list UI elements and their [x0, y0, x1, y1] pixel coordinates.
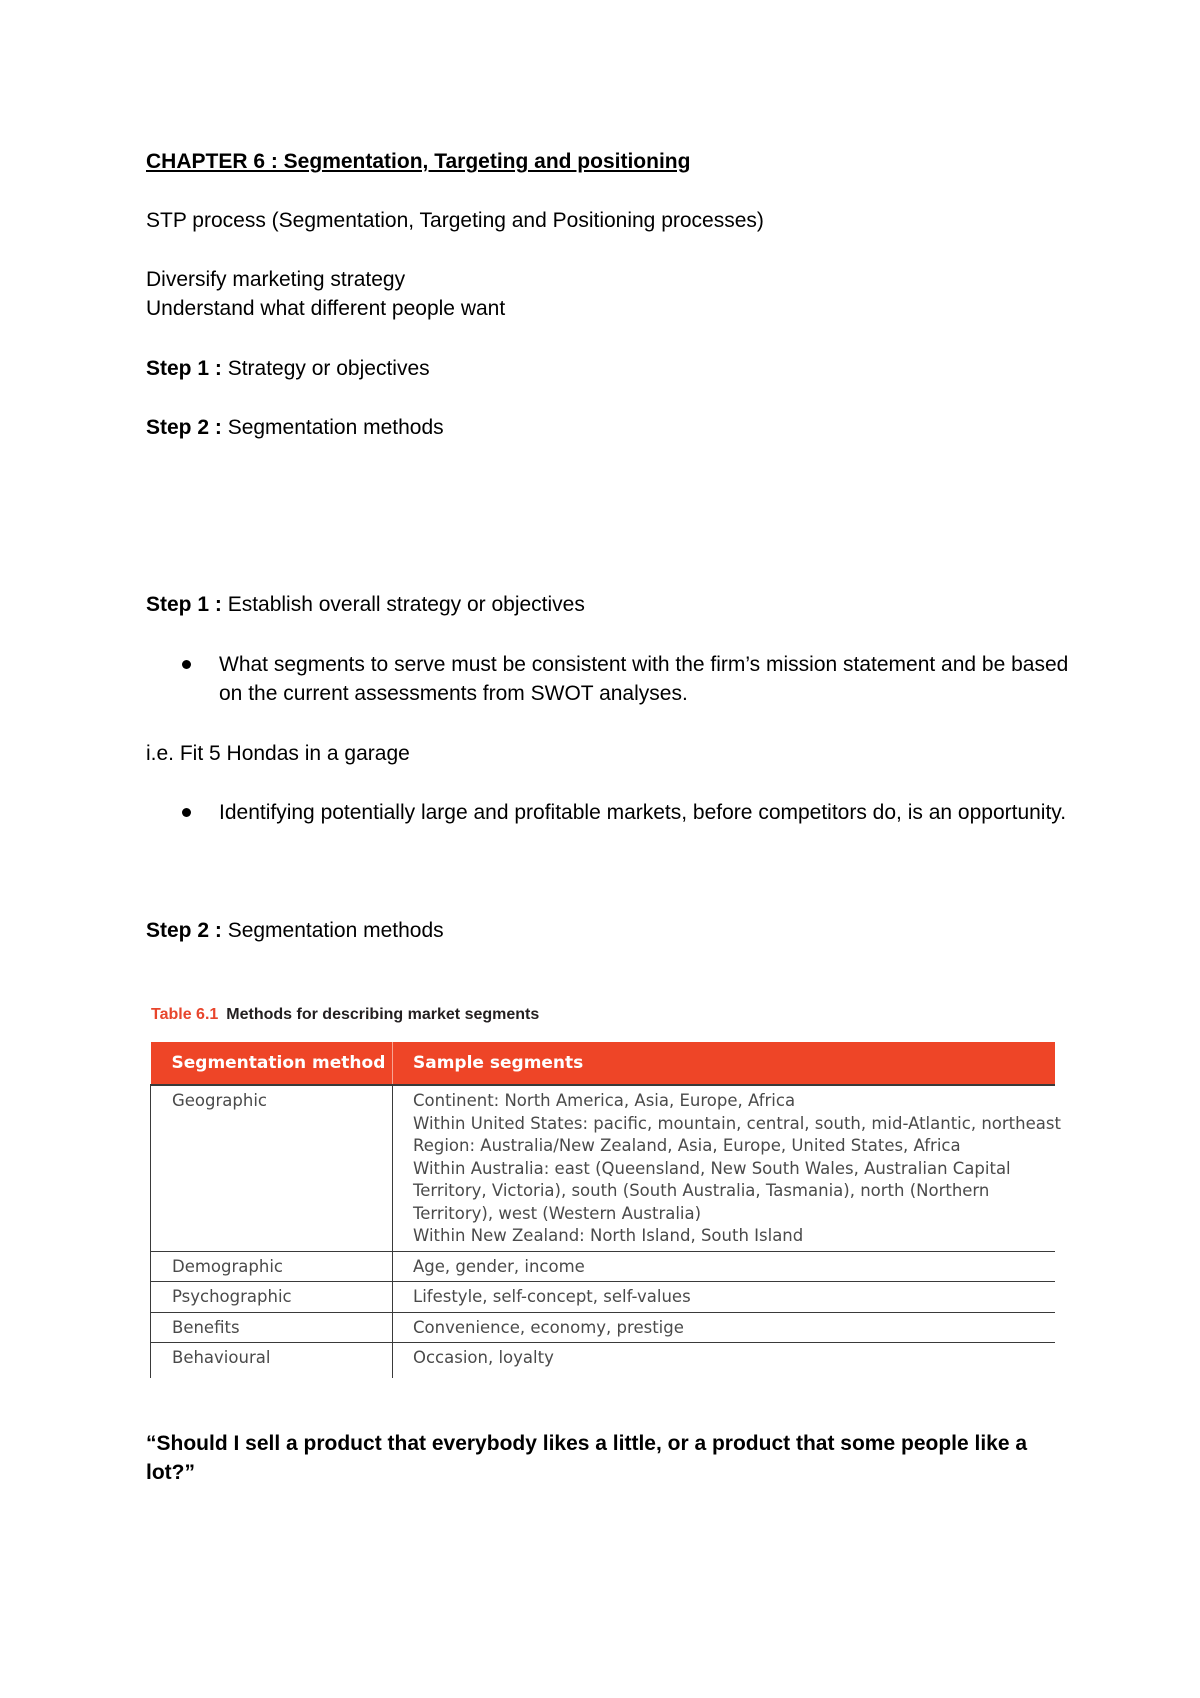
- step-text: Establish overall strategy or objectives: [221, 593, 585, 616]
- overview-step-2: [146, 413, 444, 442]
- column-header-samples: Sample segments: [393, 1042, 1055, 1085]
- table-caption-title: Methods for describing market segments: [226, 1006, 540, 1023]
- sample-line: Within United States: pacific, mountain, central, south, mid-Atlantic, northeast: [413, 1113, 1061, 1133]
- intro-line-2: Understand what different people want: [146, 297, 506, 320]
- table-row: [151, 1343, 1055, 1379]
- sample-line: Territory, Victoria), south (South Australia, Tasmania), north (Northern: [413, 1181, 990, 1200]
- page-title: CHAPTER 6 : Segmentation, Targeting and positioning: [146, 150, 691, 173]
- segmentation-table: [150, 1042, 1061, 1378]
- step-1-bullet-2: Identifying potentially large and profitable markets, before competitors do, is an opportunity.: [219, 801, 1067, 824]
- closing-quote: “Should I sell a product that everybody likes a little, or a product that some people like a lot?”: [146, 1432, 1028, 1484]
- sample-line: Within Australia: east (Queensland, New South Wales, Australian Capital: [413, 1158, 1011, 1178]
- samples-cell: Convenience, economy, prestige: [393, 1312, 1055, 1343]
- column-header-method: Segmentation method: [151, 1042, 393, 1085]
- table-row: [151, 1282, 1055, 1313]
- samples-cell: Lifestyle, self-concept, self-values: [393, 1282, 1055, 1313]
- table-caption: [151, 1006, 539, 1024]
- table-row: [151, 1312, 1055, 1343]
- table-header-row: [151, 1042, 1055, 1085]
- samples-cell: Occasion, loyalty: [393, 1343, 1055, 1379]
- sample-line: Territory), west (Western Australia): [413, 1203, 702, 1223]
- method-cell: Benefits: [151, 1312, 393, 1343]
- table-number: Table 6.1: [151, 1006, 219, 1023]
- step-label: Step 2 :: [146, 416, 222, 439]
- method-cell: Demographic: [151, 1251, 393, 1282]
- samples-cell: [393, 1085, 1061, 1251]
- sample-line: Region: Australia/New Zealand, Asia, Europe, United States, Africa: [413, 1136, 961, 1155]
- overview-step-1: [146, 354, 430, 383]
- bullet-icon: [182, 808, 191, 817]
- step-text: Segmentation methods: [221, 919, 444, 942]
- step-text: Strategy or objectives: [221, 357, 430, 380]
- step-2-heading: [146, 916, 444, 945]
- step-label: Step 1 :: [146, 593, 222, 616]
- example-line: i.e. Fit 5 Hondas in a garage: [146, 742, 410, 765]
- step-label: Step 1 :: [146, 357, 222, 380]
- step-1-heading: [146, 590, 585, 619]
- step-label: Step 2 :: [146, 919, 222, 942]
- sample-line: Continent: North America, Asia, Europe, Africa: [413, 1091, 796, 1110]
- table-row: [151, 1085, 1055, 1251]
- sample-line: Within New Zealand: North Island, South Island: [413, 1226, 804, 1245]
- bullet-icon: [182, 660, 191, 669]
- step-1-bullet-1: What segments to serve must be consistent with the firm’s mission statement and be based on the current assessments from SWOT analyses.: [219, 653, 1069, 705]
- table-row: [151, 1251, 1055, 1282]
- stp-process-line: STP process (Segmentation, Targeting and Positioning processes): [146, 209, 764, 232]
- samples-cell: Age, gender, income: [393, 1251, 1055, 1282]
- method-cell: Behavioural: [151, 1343, 393, 1379]
- method-cell: Psychographic: [151, 1282, 393, 1313]
- intro-line-1: Diversify marketing strategy: [146, 268, 406, 291]
- method-cell: Geographic: [151, 1085, 393, 1251]
- step-text: Segmentation methods: [221, 416, 444, 439]
